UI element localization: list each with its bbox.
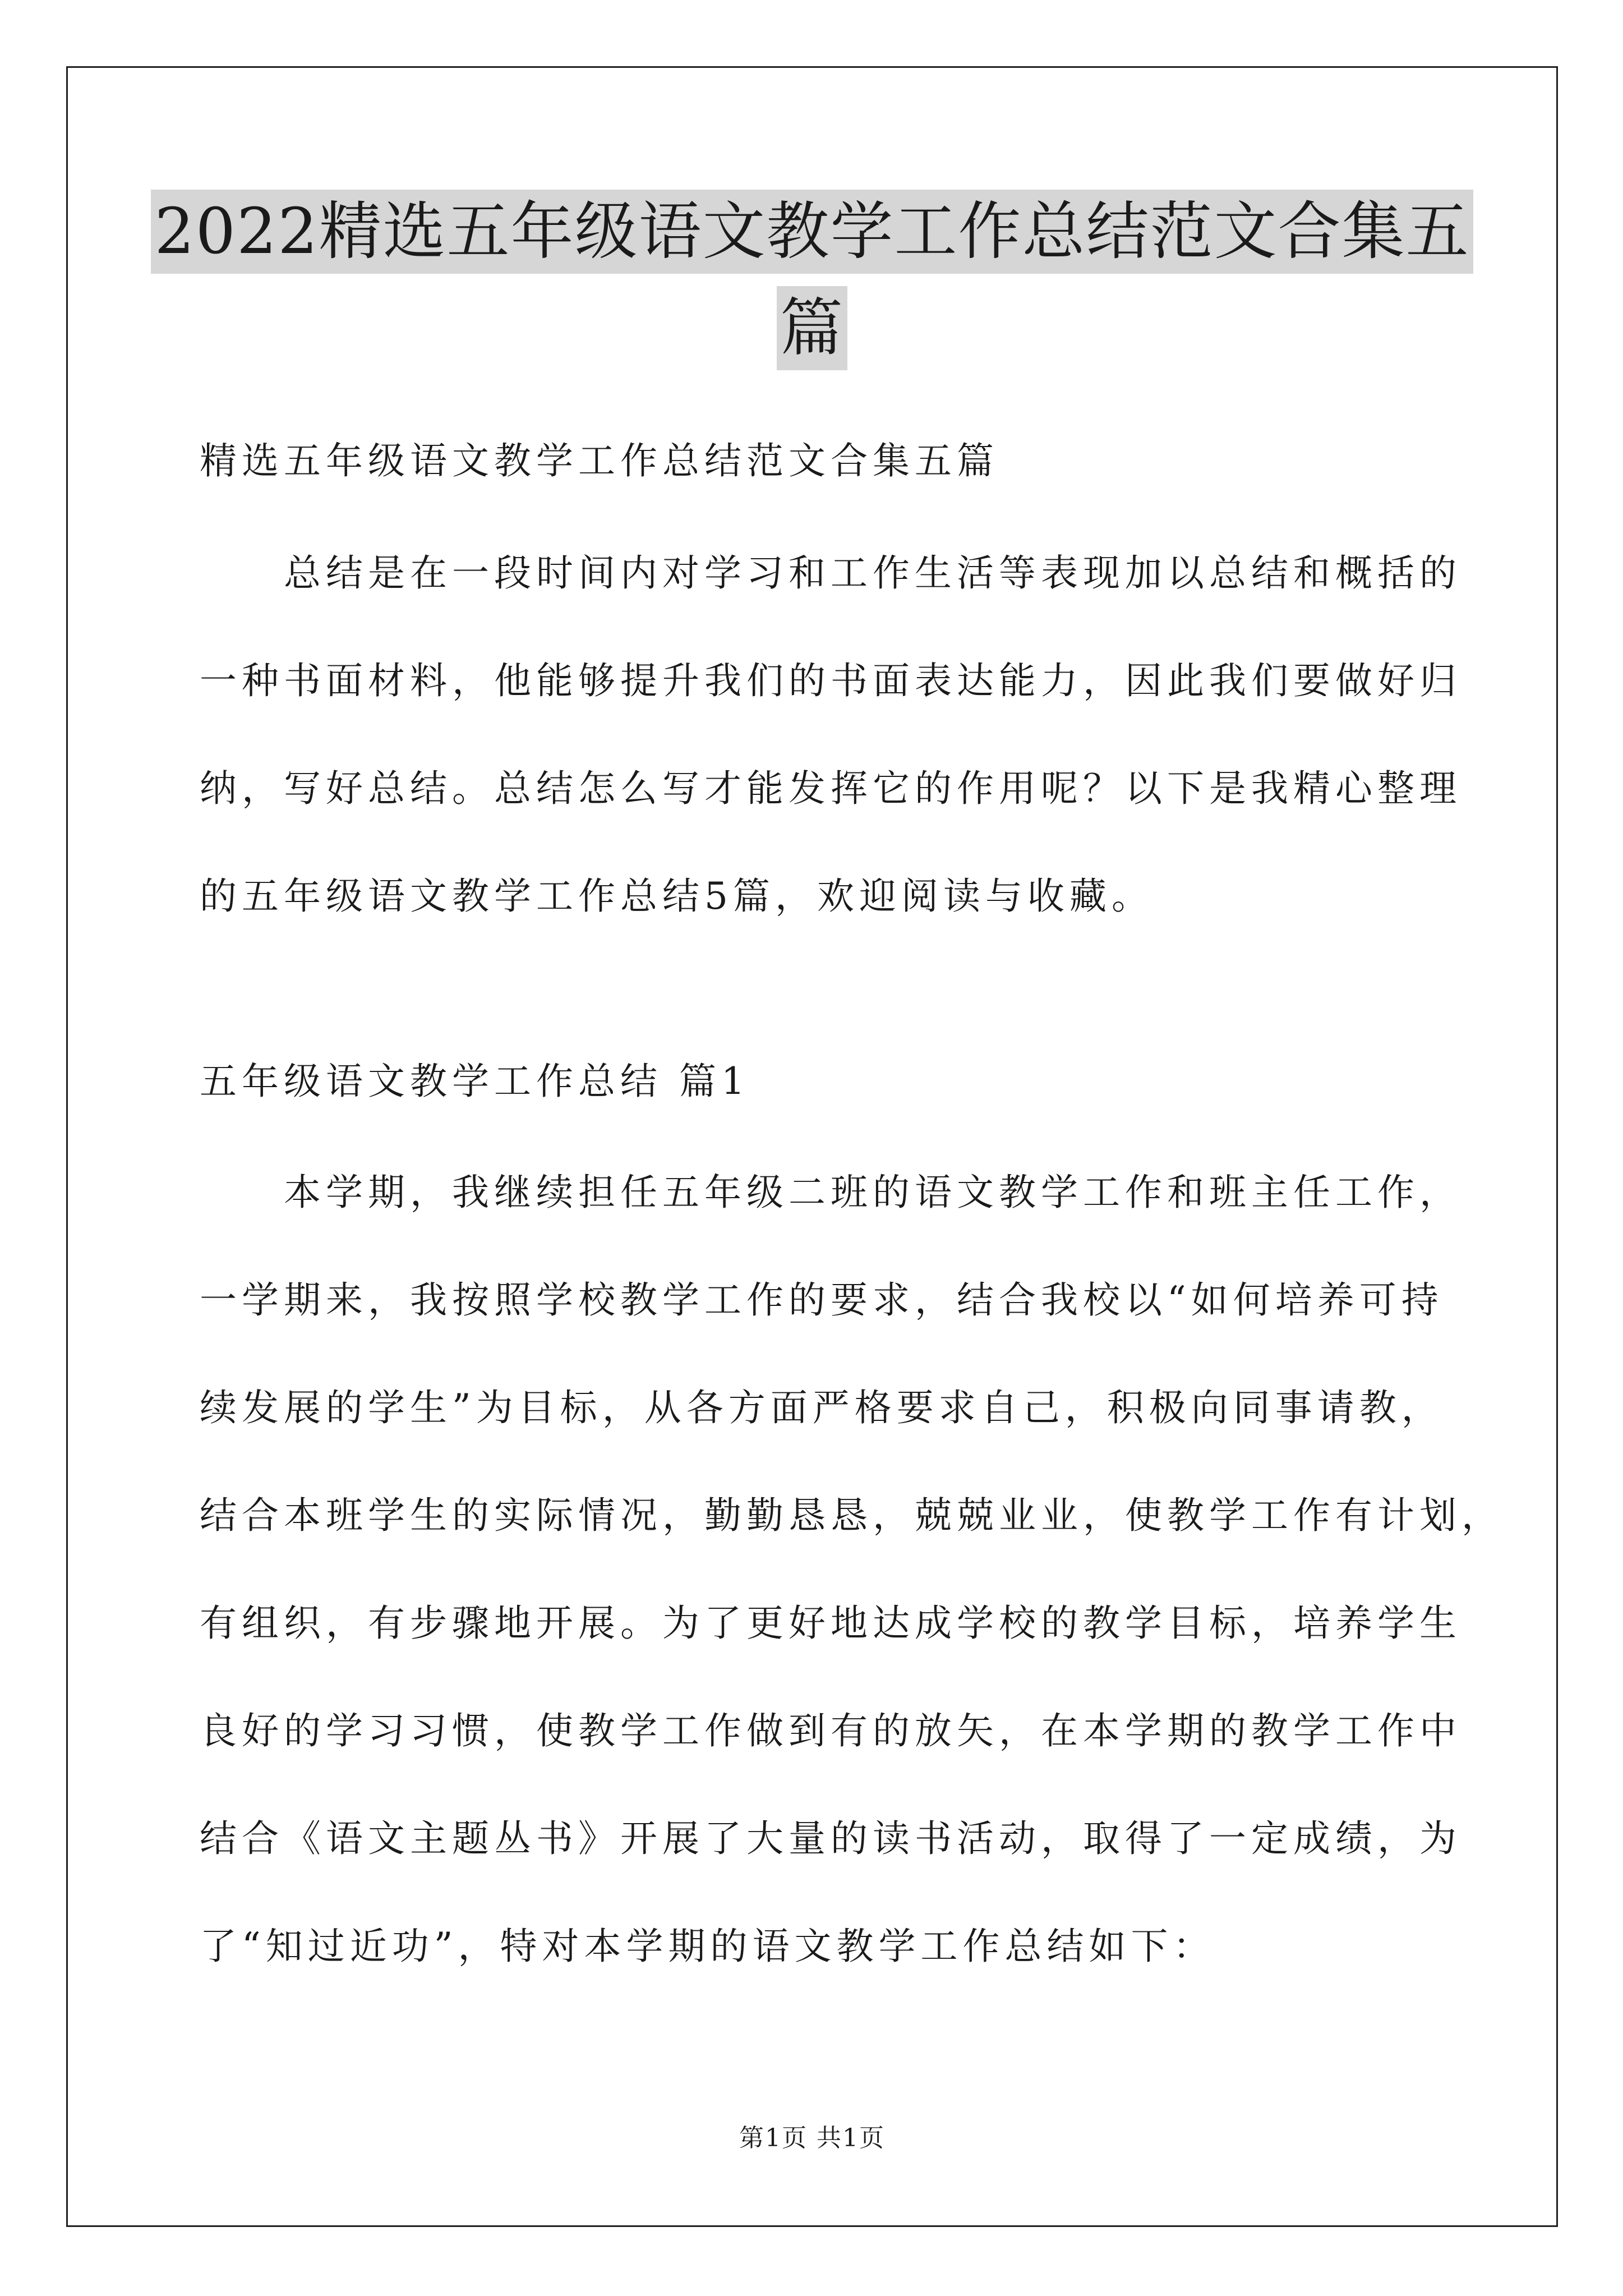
body-line: 一学期来，我按照学校教学工作的要求，结合我校以“如何培养可持 <box>200 1278 1444 1322</box>
title-line-1: 2022精选五年级语文教学工作总结范文合集五 <box>151 190 1473 274</box>
section-heading: 五年级语文教学工作总结 篇1 <box>200 1060 750 1103</box>
intro-line: 总结是在一段时间内对学习和工作生活等表现加以总结和概括的 <box>284 551 1461 595</box>
body-line: 续发展的学生”为目标，从各方面严格要求自己，积极向同事请教， <box>200 1386 1444 1429</box>
title-line-2: 篇 <box>777 286 847 370</box>
page-footer: 第1页 共1页 <box>739 2124 885 2152</box>
body-line: 良好的学习习惯，使教学工作做到有的放矢，在本学期的教学工作中 <box>200 1709 1461 1752</box>
body-paragraph <box>200 1165 1504 2026</box>
body-line: 有组织，有步骤地开展。为了更好地达成学校的教学目标，培养学生 <box>200 1602 1461 1645</box>
body-line: 结合《语文主题丛书》开展了大量的读书活动，取得了一定成绩，为 <box>200 1817 1461 1860</box>
intro-line: 一种书面材料，他能够提升我们的书面表达能力，因此我们要做好归 <box>200 659 1461 702</box>
body-line: 了“知过近功”，特对本学期的语文教学工作总结如下： <box>200 1925 1215 1968</box>
body-line: 结合本班学生的实际情况，勤勤恳恳，兢兢业业，使教学工作有计划， <box>200 1494 1504 1537</box>
intro-paragraph <box>200 545 1461 976</box>
document-subtitle: 精选五年级语文教学工作总结范文合集五篇 <box>200 439 999 482</box>
intro-line: 的五年级语文教学工作总结5篇，欢迎阅读与收藏。 <box>200 875 1154 918</box>
document-title <box>66 190 1558 370</box>
intro-line: 纳，写好总结。总结怎么写才能发挥它的作用呢？以下是我精心整理 <box>200 767 1461 810</box>
body-line: 本学期，我继续担任五年级二班的语文教学工作和班主任工作， <box>284 1171 1461 1214</box>
